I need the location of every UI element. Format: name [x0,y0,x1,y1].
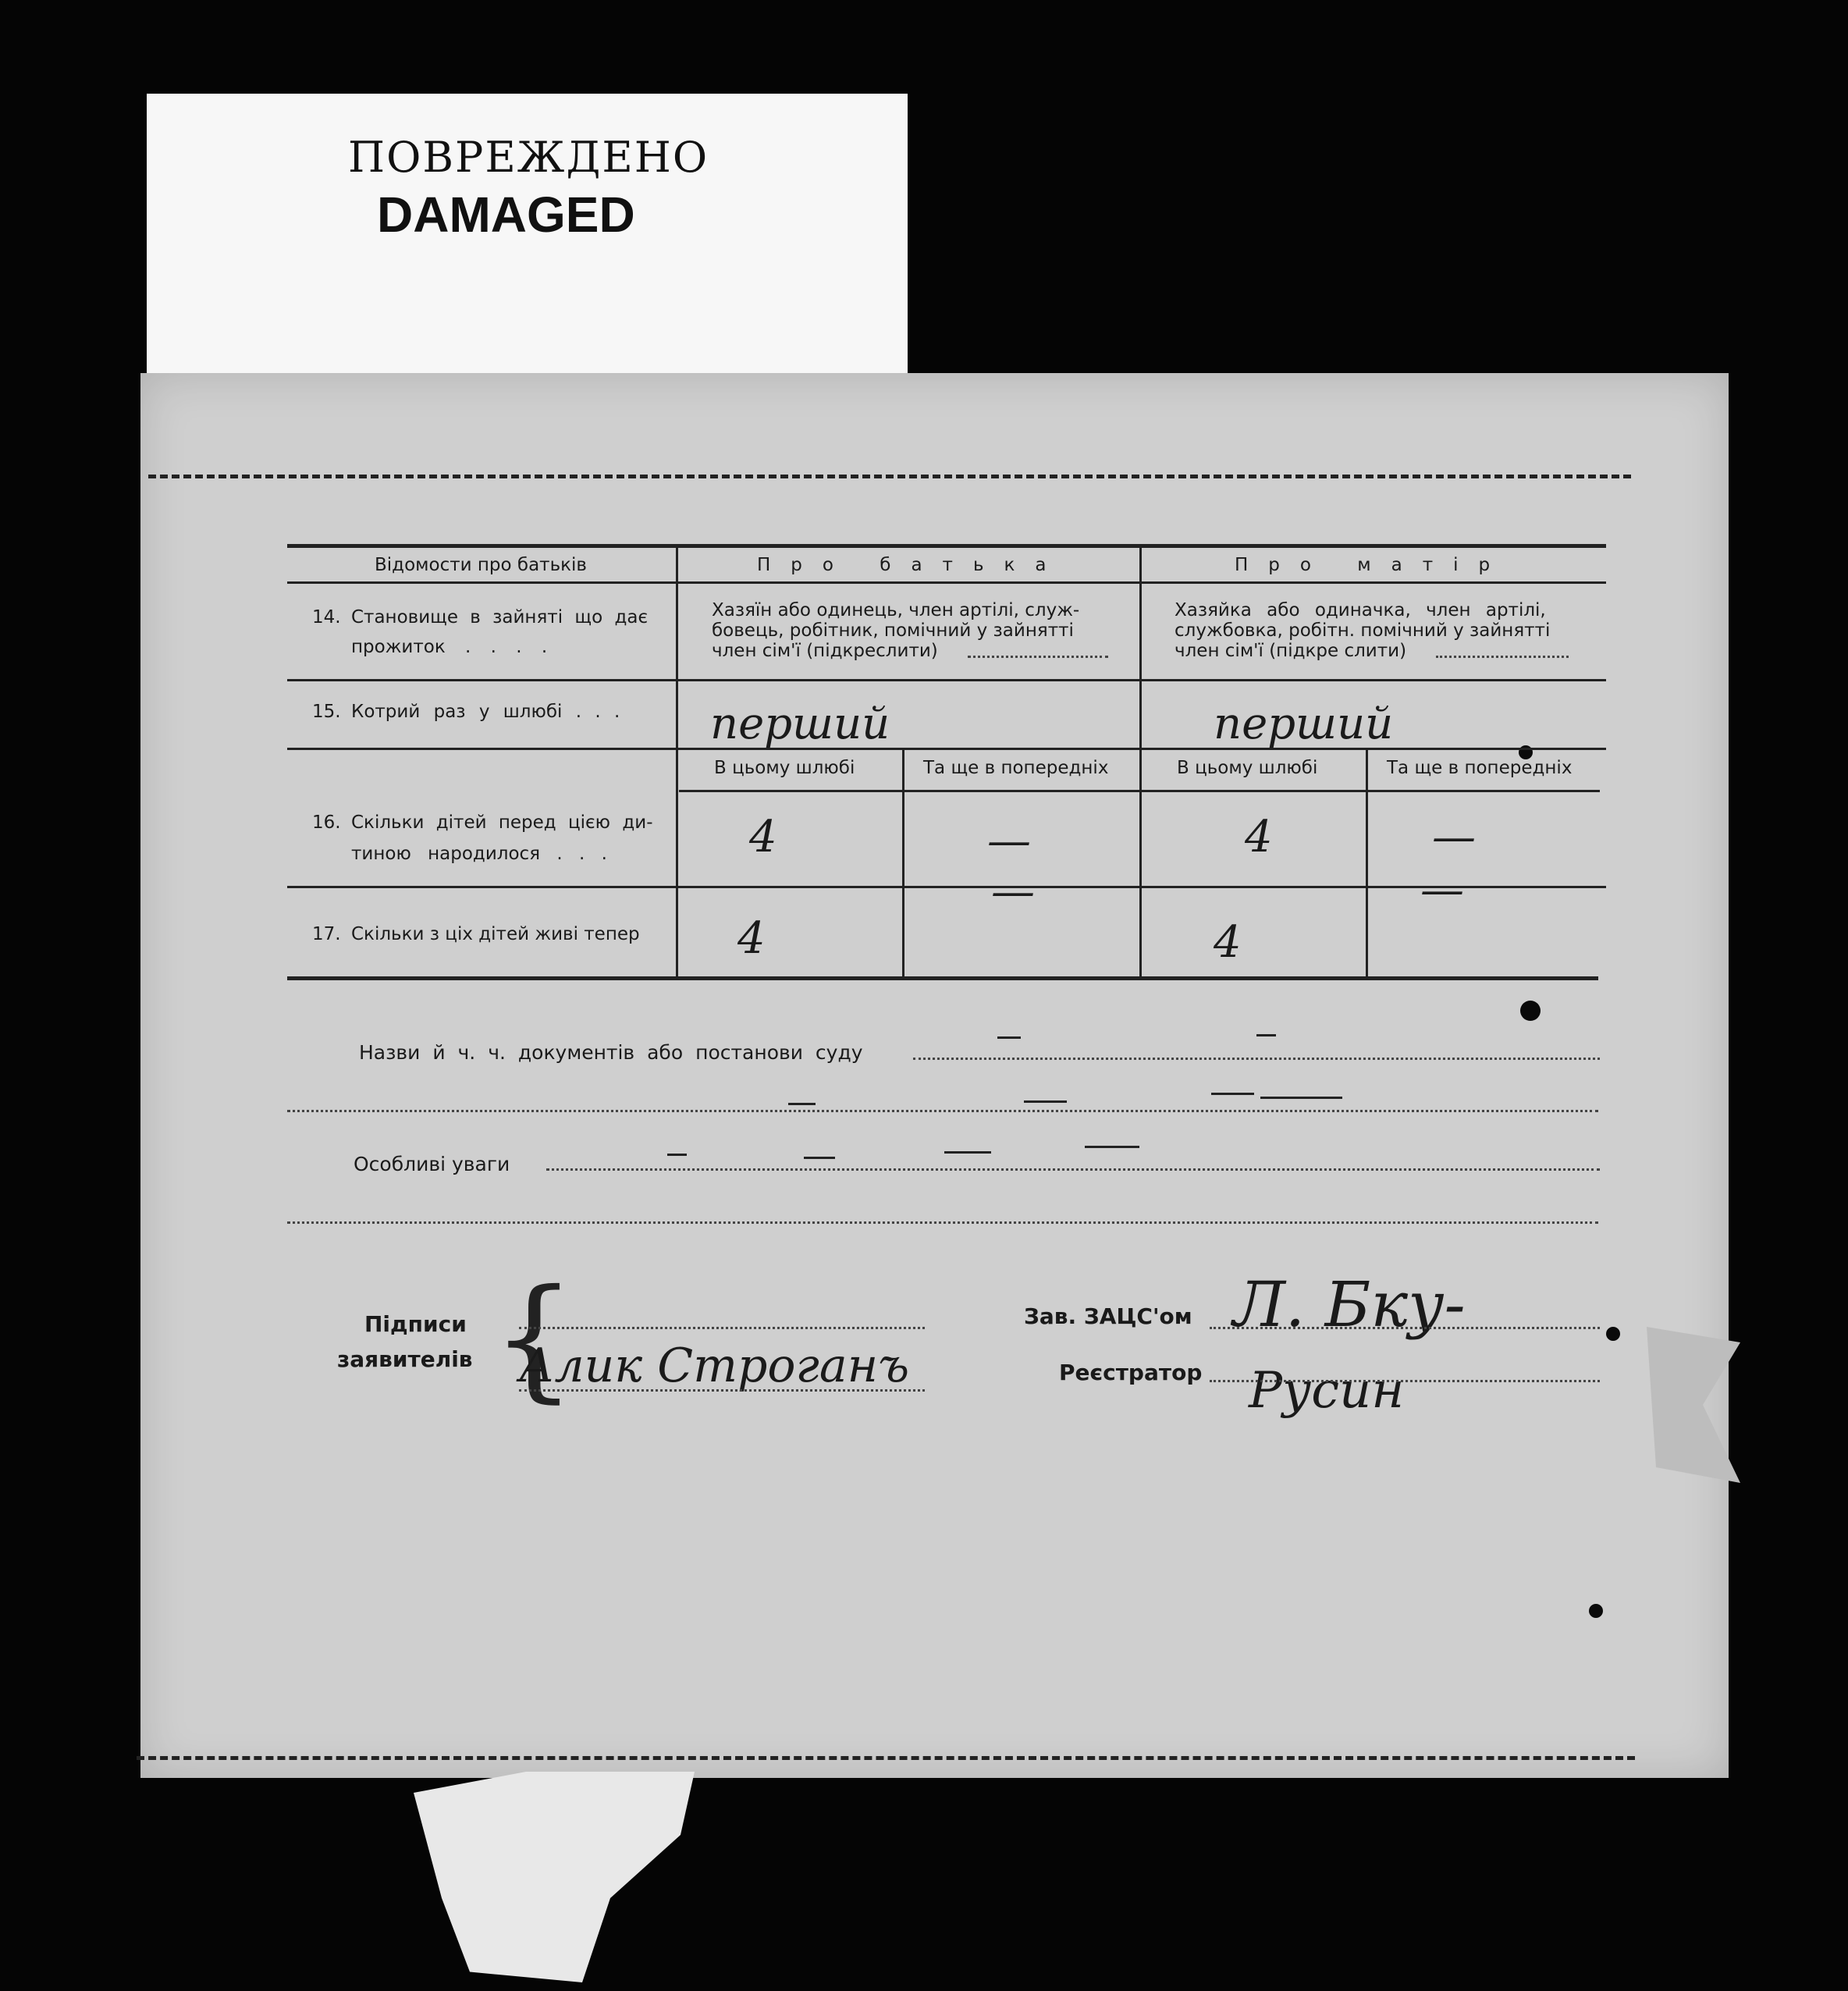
subheader-mother-this: В цьому шлюбі [1177,758,1318,778]
subheader-mother-prev: Та ще в попередніх [1387,758,1573,778]
row15-mother-value: перший [1214,699,1394,749]
row17-father-prev: — [991,866,1035,917]
row15-father-value: перший [710,699,890,749]
row17-mother-prev: — [1420,865,1464,916]
row15-label: Котрий раз у шлюбі . . . [351,702,620,722]
remarks-label: Особливі уваги [354,1153,510,1175]
handwritten-dash [1256,1034,1276,1036]
row17-mother-this: 4 [1214,917,1242,968]
table-top-rule [287,544,1606,548]
row14-dotted [968,656,1108,658]
row15-num: 15. [312,702,341,722]
damaged-label-en: DAMAGED [377,187,635,243]
handwritten-dash [1260,1097,1342,1099]
remarks-line-2 [287,1221,1598,1224]
header-info: Відомости про батьків [375,555,587,575]
header-mother: Про матір [1235,555,1511,575]
applicant-signature: Алик Строганъ [519,1339,910,1393]
table-col-divider [902,748,904,977]
table-rule [287,886,1606,888]
row14-dotted [1436,656,1569,658]
handwritten-dash [1024,1100,1067,1103]
row16-mother-prev: — [1432,812,1476,862]
subheader-father-this: В цьому шлюбі [714,758,855,778]
document-page [140,373,1729,1778]
row16-num: 16. [312,812,341,833]
damaged-label-card [147,94,908,390]
row14-father-2: бовець, робітник, помічний у зайнятті [712,620,1074,641]
table-col-divider [1139,546,1142,977]
row16-label-2: тиною народилося . . . [351,844,607,864]
handwritten-dash [944,1151,991,1154]
damaged-label-ua: ПОВРЕЖДЕНО [348,133,709,182]
handwritten-dash [1085,1146,1139,1148]
row17-num: 17. [312,924,341,944]
table-col-divider [676,546,678,977]
head-line [1210,1327,1600,1329]
registrar-line [1210,1380,1600,1382]
punch-hole [1589,1604,1603,1618]
row14-mother-3: член сім'ї (підкре слити) [1175,641,1407,661]
row14-father-1: Хазяїн або одинець, член артілі, служ- [712,600,1080,620]
perforation-bottom [137,1756,1635,1760]
documents-line [913,1058,1600,1060]
row14-mother-2: службовка, робітн. помічний у зайнятті [1175,620,1551,641]
documents-line-2 [287,1110,1598,1112]
handwritten-dash [667,1154,687,1156]
row14-father-3: член сім'ї (підкреслити) [712,641,938,661]
applicants-line-1 [519,1327,925,1329]
documents-label: Назви й ч. ч. документів або постанови суду [359,1041,863,1064]
table-col-divider [1366,748,1368,977]
head-signature: Л. Бку- [1233,1268,1466,1341]
row16-father-this: 4 [749,812,777,862]
table-bottom-rule [287,976,1598,980]
row14-num: 14. [312,607,341,628]
table-rule [287,679,1606,681]
table-rule [287,581,1606,584]
row14-label-1: Становище в зайняті що дає [351,607,649,628]
handwritten-dash [1211,1093,1254,1095]
punch-hole [1520,1001,1541,1021]
handwritten-dash [804,1157,835,1159]
registrar-label: Реєстратор [1059,1360,1203,1385]
registrar-signature: Русин [1249,1362,1405,1420]
row16-father-prev: — [987,816,1031,866]
remarks-line [546,1168,1600,1171]
subheader-father-prev: Та ще в попередніх [923,758,1109,778]
row14-label-2: прожиток . . . . [351,637,548,657]
handwritten-dash [788,1103,816,1105]
applicants-label-1: Підписи [364,1311,467,1337]
row16-mother-this: 4 [1245,812,1273,862]
applicants-line-2 [519,1389,925,1392]
row17-father-this: 4 [737,913,766,964]
header-father: Про батька [757,555,1067,575]
punch-hole [1606,1327,1620,1341]
handwritten-dash [997,1036,1021,1039]
applicants-brace: { [492,1261,577,1416]
torn-paper-fragment [414,1772,695,1982]
row16-label-1: Скільки дітей перед цією ди- [351,812,653,833]
row14-mother-1: Хазяйка або одиначка, член артілі, [1175,600,1546,620]
perforation-top [148,475,1631,478]
applicants-label-2: заявителів [337,1346,473,1372]
row17-label: Скільки з ціх дітей живі тепер [351,924,640,944]
head-label: Зав. ЗАЦС'ом [1024,1303,1192,1329]
table-rule [287,748,1606,750]
